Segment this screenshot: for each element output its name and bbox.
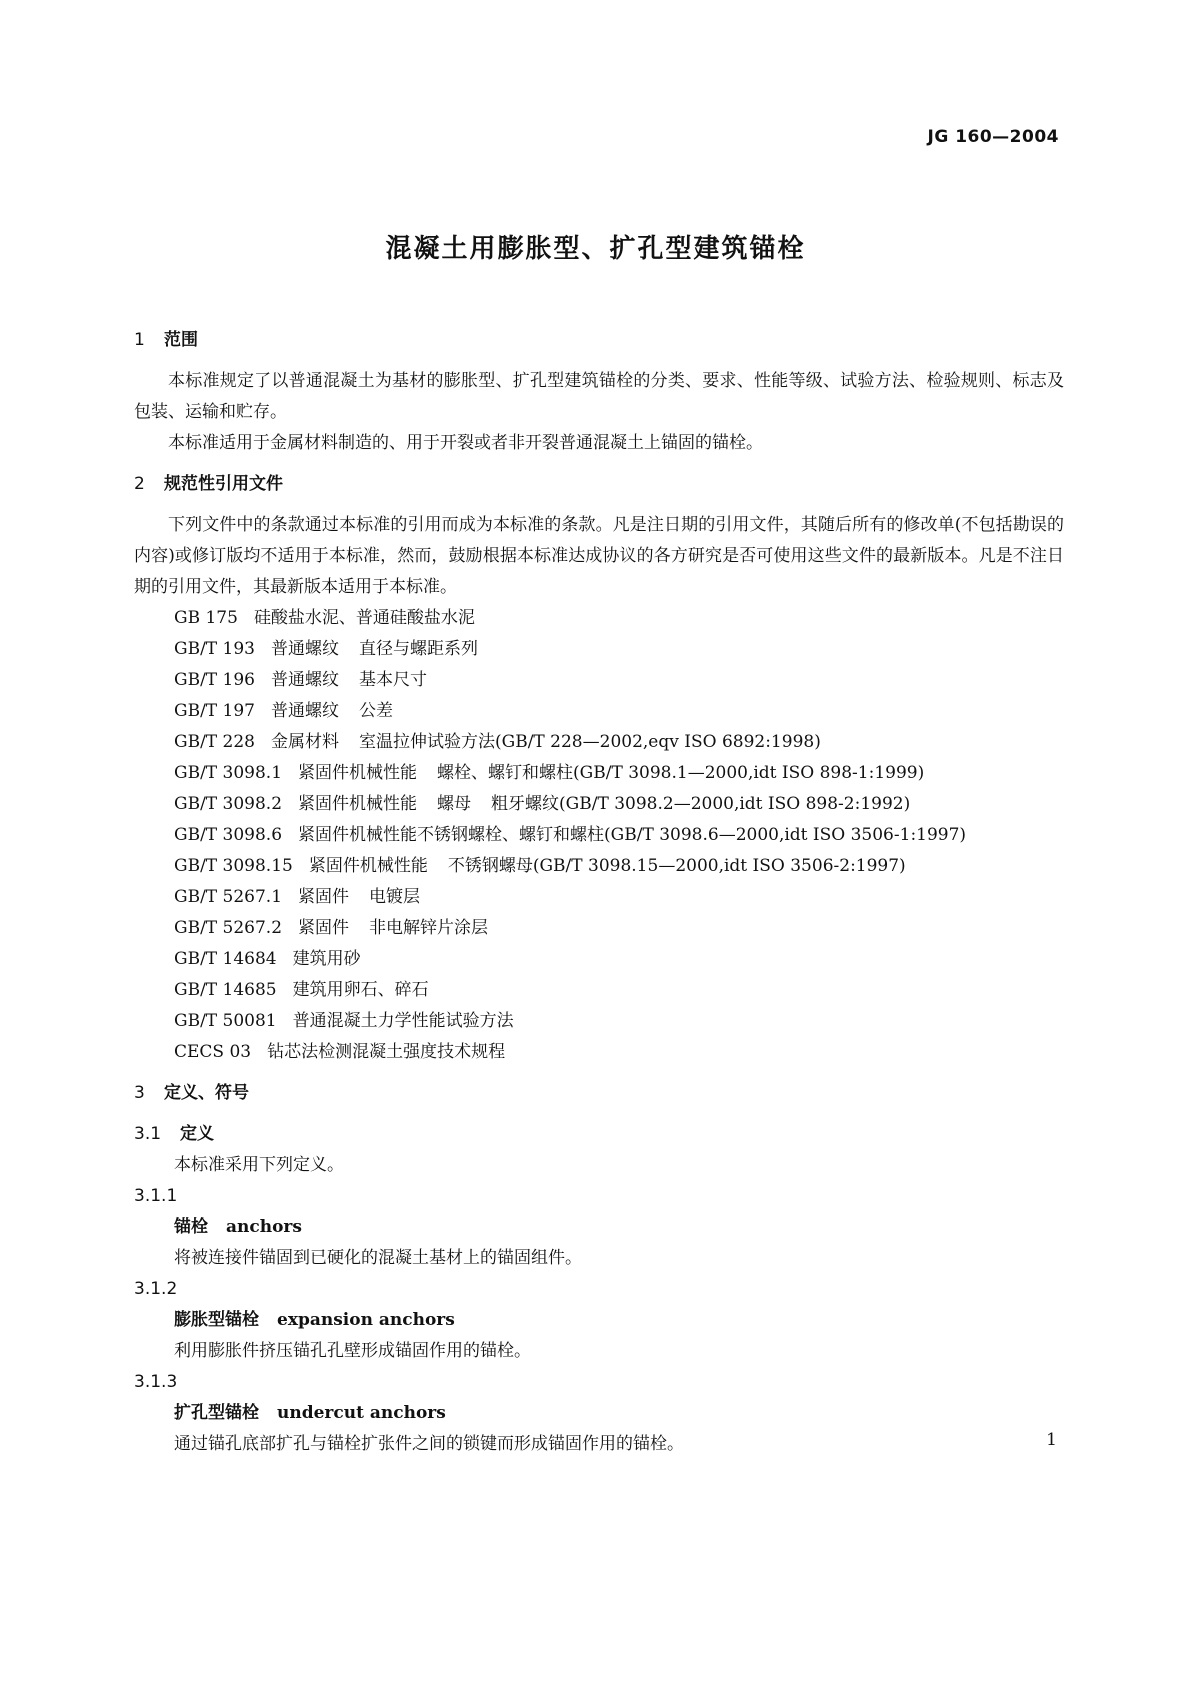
reference-title: 粗牙螺纹(GB/T 3098.2—2000,idt ISO 898-2:1992) bbox=[491, 794, 911, 814]
reference-title: 硅酸盐水泥、普通硅酸盐水泥 bbox=[253, 608, 475, 628]
term-en: anchors bbox=[226, 1217, 302, 1237]
section-title: 规范性引用文件 bbox=[164, 474, 283, 494]
reference-code: GB/T 197 bbox=[174, 701, 255, 721]
reference-title: 普通螺纹 bbox=[271, 701, 339, 721]
reference-item bbox=[134, 665, 1064, 696]
reference-title: 紧固件机械性能 bbox=[298, 763, 418, 783]
document-title: 混凝土用膨胀型、扩孔型建筑锚栓 bbox=[385, 234, 806, 264]
section-number: 2 bbox=[134, 474, 145, 494]
reference-title: 不锈钢螺母(GB/T 3098.15—2000,idt ISO 3506-2:1997) bbox=[447, 856, 906, 876]
scope-paragraph: 本标准适用于金属材料制造的、用于开裂或者非开裂普通混凝土上锚固的锚栓。 bbox=[168, 433, 763, 453]
document-code: JG 160—2004 bbox=[927, 127, 1059, 147]
reference-title: 直径与螺距系列 bbox=[359, 639, 478, 659]
reference-item bbox=[134, 727, 1064, 758]
term-zh: 膨胀型锚栓 bbox=[174, 1310, 259, 1330]
reference-title: 普通螺纹 bbox=[271, 639, 339, 659]
reference-code: CECS 03 bbox=[174, 1042, 252, 1062]
reference-title: 基本尺寸 bbox=[359, 670, 427, 690]
reference-item bbox=[134, 820, 1064, 851]
term-list bbox=[134, 1181, 1064, 1460]
reference-list bbox=[134, 603, 1064, 1068]
reference-code: GB/T 3098.6 bbox=[174, 825, 283, 845]
reference-title: 不锈钢螺栓、螺钉和螺柱(GB/T 3098.6—2000,idt ISO 3506-1:1997) bbox=[417, 825, 967, 845]
term-heading bbox=[134, 1212, 1064, 1243]
reference-title: 紧固件机械性能 bbox=[298, 825, 418, 845]
subsection-number: 3.1 bbox=[134, 1124, 162, 1144]
reference-item bbox=[134, 789, 1064, 820]
reference-item bbox=[134, 634, 1064, 665]
scope-paragraph: 本标准规定了以普通混凝土为基材的膨胀型、扩孔型建筑锚栓的分类、要求、性能等级、试验方法、检验规则、标志及包装、运输和贮存。 bbox=[134, 371, 1064, 422]
reference-item bbox=[134, 882, 1064, 913]
reference-item bbox=[134, 851, 1064, 882]
term-definition: 将被连接件锚固到已硬化的混凝土基材上的锚固组件。 bbox=[174, 1248, 582, 1268]
reference-code: GB/T 196 bbox=[174, 670, 255, 690]
term-number: 3.1.3 bbox=[134, 1372, 178, 1392]
reference-code: GB/T 3098.1 bbox=[174, 763, 283, 783]
page-number: 1 bbox=[1046, 1430, 1057, 1450]
reference-code: GB/T 3098.2 bbox=[174, 794, 283, 814]
reference-title: 金属材料 bbox=[271, 732, 339, 752]
reference-title: 紧固件 bbox=[298, 918, 350, 938]
section-heading-scope bbox=[134, 325, 1064, 356]
reference-item bbox=[134, 603, 1064, 634]
reference-title: 建筑用卵石、碎石 bbox=[292, 980, 429, 1000]
reference-title: 电镀层 bbox=[369, 887, 421, 907]
reference-item bbox=[134, 1037, 1064, 1068]
section-heading-references bbox=[134, 469, 1064, 500]
reference-item bbox=[134, 975, 1064, 1006]
reference-item bbox=[134, 1006, 1064, 1037]
reference-code: GB/T 228 bbox=[174, 732, 255, 752]
references-intro: 下列文件中的条款通过本标准的引用而成为本标准的条款。凡是注日期的引用文件，其随后所有的修改单(不包括勘误的内容)或修订版均不适用于本标准，然而，鼓励根据本标准达成协议的各方研究是否可使用这些文件的最新版本。凡是不注日期的引用文件，其最新版本适用于本标准。 bbox=[134, 515, 1064, 597]
reference-title: 螺母 bbox=[437, 794, 472, 814]
reference-item bbox=[134, 758, 1064, 789]
term-heading bbox=[134, 1305, 1064, 1336]
term-en: expansion anchors bbox=[277, 1310, 455, 1330]
reference-title: 非电解锌片涂层 bbox=[369, 918, 489, 938]
reference-item bbox=[134, 913, 1064, 944]
reference-title: 钻芯法检测混凝土强度技术规程 bbox=[267, 1042, 506, 1062]
term-definition: 利用膨胀件挤压锚孔孔壁形成锚固作用的锚栓。 bbox=[174, 1341, 531, 1361]
term-number: 3.1.2 bbox=[134, 1279, 178, 1299]
reference-code: GB/T 193 bbox=[174, 639, 255, 659]
reference-item bbox=[134, 944, 1064, 975]
reference-title: 公差 bbox=[359, 701, 393, 721]
reference-title: 建筑用砂 bbox=[292, 949, 361, 969]
reference-code: GB/T 5267.2 bbox=[174, 918, 283, 938]
section-title: 范围 bbox=[164, 330, 198, 350]
reference-code: GB/T 14684 bbox=[174, 949, 277, 969]
reference-code: GB/T 5267.1 bbox=[174, 887, 283, 907]
term-zh: 锚栓 bbox=[174, 1217, 208, 1237]
section-title: 定义、符号 bbox=[164, 1083, 249, 1103]
term-zh: 扩孔型锚栓 bbox=[174, 1403, 259, 1423]
reference-title: 紧固件机械性能 bbox=[298, 794, 418, 814]
section-number: 1 bbox=[134, 330, 145, 350]
reference-title: 紧固件机械性能 bbox=[308, 856, 428, 876]
term-definition: 通过锚孔底部扩孔与锚栓扩张件之间的锁键而形成锚固作用的锚栓。 bbox=[174, 1434, 684, 1454]
section-number: 3 bbox=[134, 1083, 145, 1103]
term-number: 3.1.1 bbox=[134, 1186, 178, 1206]
reference-code: GB/T 14685 bbox=[174, 980, 277, 1000]
document-body bbox=[134, 325, 1064, 1460]
reference-title: 普通螺纹 bbox=[271, 670, 339, 690]
reference-code: GB 175 bbox=[174, 608, 238, 628]
subsection-text: 本标准采用下列定义。 bbox=[174, 1155, 344, 1175]
section-heading-definitions bbox=[134, 1078, 1064, 1109]
reference-item bbox=[134, 696, 1064, 727]
reference-title: 紧固件 bbox=[298, 887, 350, 907]
subsection-heading bbox=[134, 1119, 1064, 1150]
reference-title: 室温拉伸试验方法(GB/T 228—2002,eqv ISO 6892:1998) bbox=[359, 732, 821, 752]
reference-title: 螺栓、螺钉和螺柱(GB/T 3098.1—2000,idt ISO 898-1:1999) bbox=[437, 763, 925, 783]
reference-title: 普通混凝土力学性能试验方法 bbox=[292, 1011, 514, 1031]
term-en: undercut anchors bbox=[277, 1403, 446, 1423]
reference-code: GB/T 50081 bbox=[174, 1011, 277, 1031]
term-heading bbox=[134, 1398, 1064, 1429]
reference-code: GB/T 3098.15 bbox=[174, 856, 293, 876]
subsection-title: 定义 bbox=[180, 1124, 214, 1144]
